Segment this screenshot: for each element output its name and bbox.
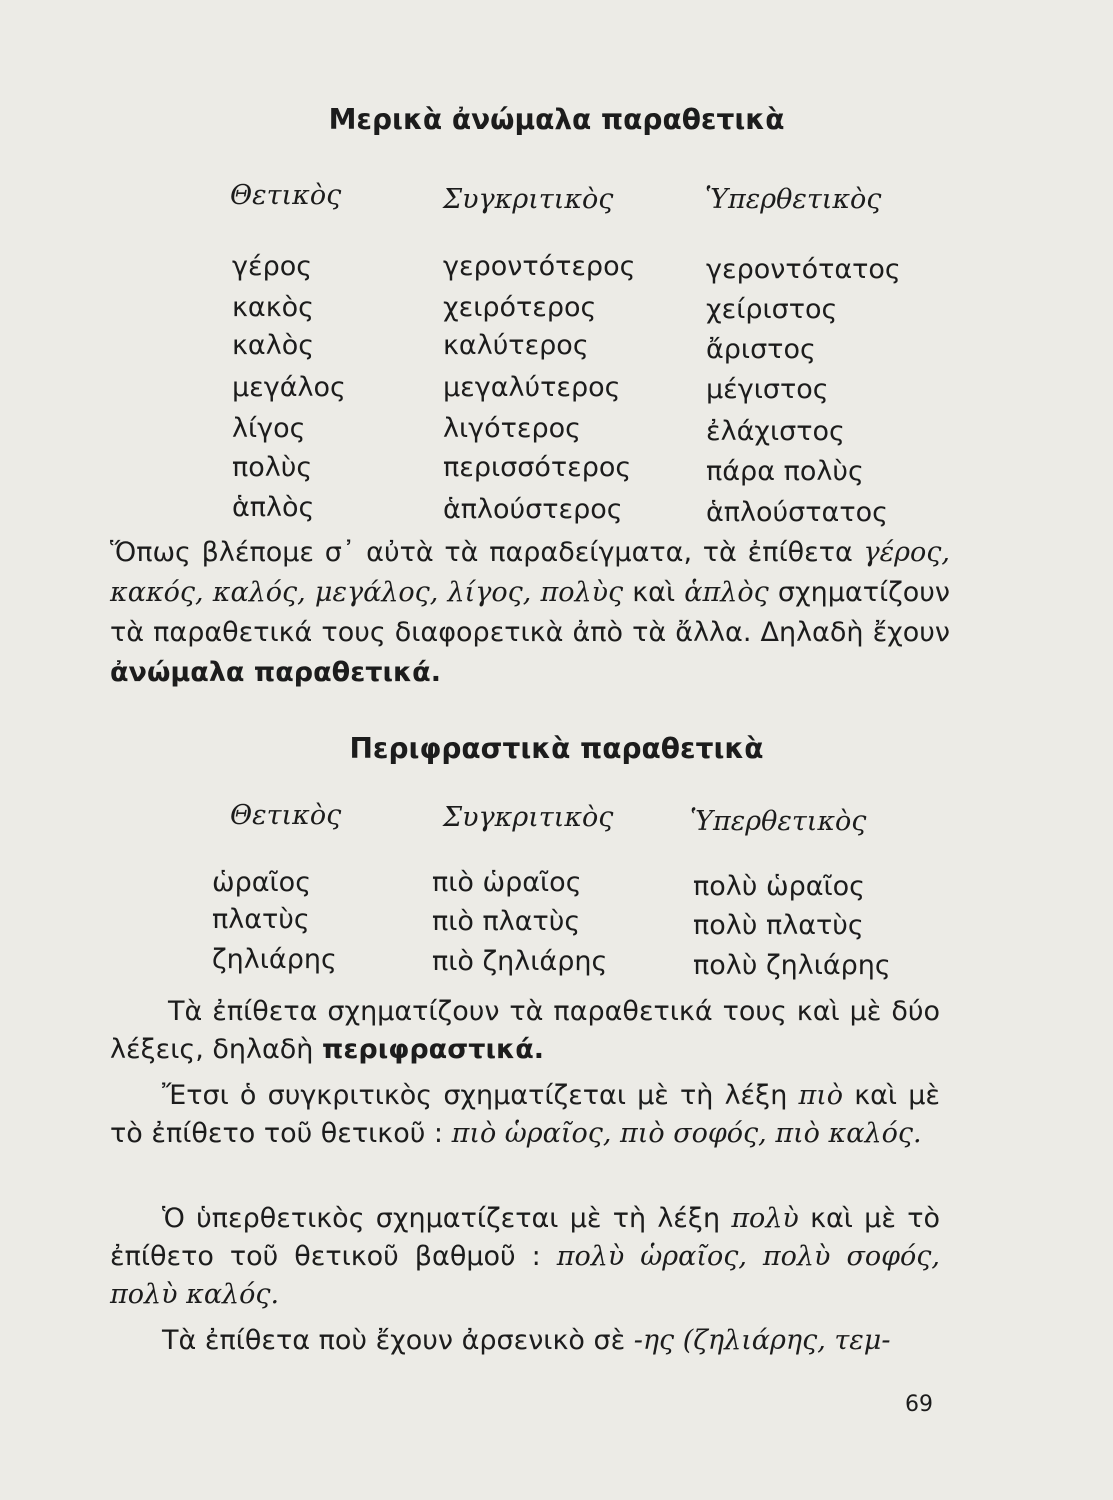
cell: πιὸ ζηλιάρης [432, 946, 608, 977]
para1-bold: ἀνώμαλα παραθετικά. [110, 657, 441, 688]
cell: πολὺ ὡραῖος [693, 871, 866, 902]
section-title-periphrastic: Περιφραστικὰ παραθετικὰ [349, 732, 764, 765]
cell: λίγος [232, 413, 306, 444]
cell: πολὺ πλατὺς [693, 910, 864, 941]
cell: ἄριστος [706, 334, 816, 365]
para5-ending: -ης (ζηλιάρης, τεμ- [633, 1325, 891, 1356]
para1-rest: σχηματίζουν τὰ παραθετικά τους διαφορετικὰ ἀπὸ τὰ ἄλλα. Δηλαδὴ ἔχουν [110, 577, 950, 648]
col-header-positive: Θετικὸς [230, 180, 342, 211]
paragraph-comparative-rule [110, 1077, 940, 1153]
cell: ἁπλούστατος [706, 497, 888, 528]
cell: ἐλάχιστος [706, 416, 845, 447]
para3-text: Ἔτσι ὁ συγκριτικὸς σχηματίζεται μὲ τὴ λέξη [162, 1080, 799, 1111]
para1-mid: καὶ [623, 577, 685, 608]
page-number: 69 [905, 1392, 933, 1417]
para4-examples: πολὺ ὡραῖος, πολὺ σοφός, πολὺ καλός. [110, 1241, 940, 1310]
cell: καλὸς [232, 330, 315, 361]
col-header-positive: Θετικὸς [230, 800, 342, 831]
cell: πλατὺς [212, 904, 310, 935]
col-header-comparative: Συγκριτικὸς [443, 802, 614, 833]
cell: λιγότερος [443, 413, 581, 444]
cell: ζηλιάρης [212, 944, 337, 975]
cell: πιὸ πλατὺς [432, 906, 581, 937]
cell: χείριστος [706, 294, 838, 325]
section-title-irregular: Μερικὰ ἀνώμαλα παραθετικὰ [328, 103, 785, 136]
paragraph-periphrastic [110, 993, 940, 1069]
para4-text2: καὶ μὲ τὸ ἐπίθετο τοῦ θετικοῦ βαθμοῦ : [110, 1203, 940, 1272]
para1-word-last: ἁπλὸς [684, 577, 769, 608]
cell: γεροντότερος [443, 251, 636, 282]
cell: καλύτερος [443, 330, 589, 361]
cell: κακὸς [232, 292, 314, 323]
cell: πάρα πολὺς [706, 456, 864, 487]
cell: ἁπλὸς [232, 492, 315, 523]
cell: πιὸ ὡραῖος [432, 867, 582, 898]
para3-text2: καὶ μὲ τὸ ἐπίθετο τοῦ θετικοῦ : [110, 1080, 940, 1149]
para2-text: Τὰ ἐπίθετα σχηματίζουν τὰ παραθετικά τους καὶ μὲ δύο λέξεις, δηλαδὴ [110, 996, 940, 1065]
paragraph-irregular-explanation [110, 533, 950, 693]
cell: περισσότερος [443, 452, 632, 483]
para4-word: πολὺ [731, 1203, 799, 1234]
cell: γεροντότατος [706, 254, 901, 285]
cell: ὡραῖος [212, 867, 312, 898]
paragraph-superlative-rule [110, 1200, 940, 1314]
paragraph-continuation [110, 1322, 940, 1360]
cell: μεγαλύτερος [443, 372, 621, 403]
para5-text: Τὰ ἐπίθετα ποὺ ἔχουν ἀρσενικὸ σὲ [162, 1325, 634, 1356]
para1-words: γέρος, κακός, καλός, μεγάλος, λίγος, πολὺς [110, 537, 950, 608]
col-header-superlative: Ὑπερθετικὸς [690, 806, 867, 837]
cell: χειρότερος [443, 292, 597, 323]
para4-text: Ὁ ὑπερθετικὸς σχηματίζεται μὲ τὴ λέξη [162, 1203, 732, 1234]
cell: γέρος [232, 251, 313, 282]
para1-lead: Ὅπως βλέπομε σ᾽ αὐτὰ τὰ παραδείγματα, τὰ ἐπίθετα [110, 537, 853, 568]
para3-word: πιὸ [798, 1080, 844, 1111]
para3-examples: πιὸ ὡραῖος, πιὸ σοφός, πιὸ καλός. [451, 1118, 922, 1149]
cell: πολὺς [232, 452, 313, 483]
cell: μεγάλος [232, 372, 346, 403]
col-header-superlative: Ὑπερθετικὸς [705, 184, 882, 215]
cell: ἁπλούστερος [443, 494, 623, 525]
cell: μέγιστος [706, 374, 829, 405]
col-header-comparative: Συγκριτικὸς [443, 184, 614, 215]
para2-bold: περιφραστικά. [322, 1034, 544, 1065]
cell: πολὺ ζηλιάρης [693, 950, 891, 981]
